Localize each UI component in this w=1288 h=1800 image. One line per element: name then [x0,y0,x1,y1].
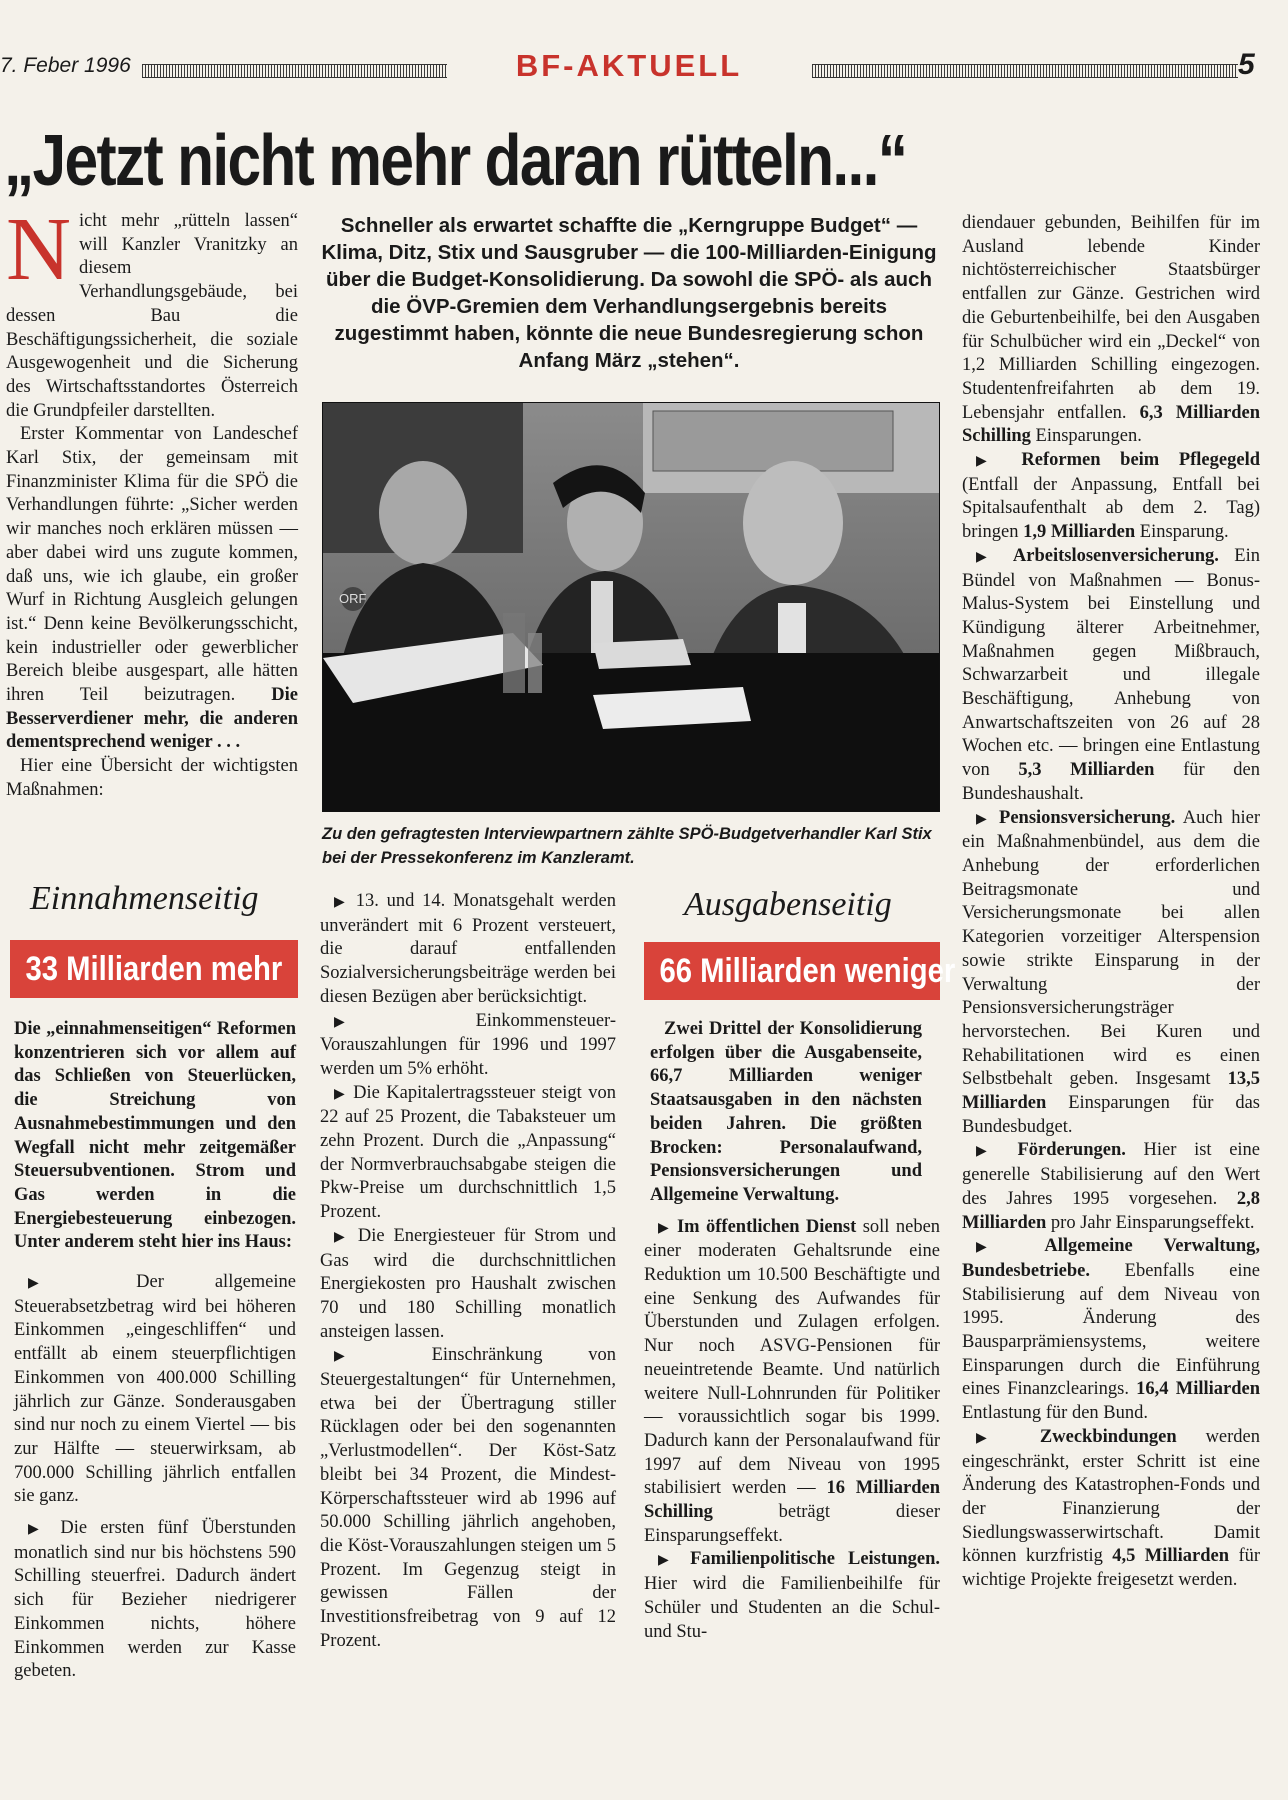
item-tail: Entlastung für den Bund. [962,1403,1149,1424]
column-2 [320,890,616,1654]
lead-text: Schneller als erwartet schaffte die „Kerngruppe Budget“ — Klima, Ditz, Stix und Sausgruber — die 100-Milliarden-Einigung über die Budget-Konsolidierung. Da sowohl die SPÖ- als auch die ÖVP-Gremien dem Verhandlungsergebnis bereits zugestimmt haben, könnte die neue Bundesregierung schon Anfang März „stehen“. [321,214,937,372]
issue-date: 7. Feber 1996 [0,54,131,77]
item-text: 13. und 14. Monatsgehalt werden unverändert mit 6 Prozent versteuert, die darauf entfallenden Sozialversicherungsbeiträge werden bei diesen Bezügen aber berücksichtigt. [320,891,616,1007]
item-text: Die Kapitalertragssteuer steigt von 22 auf 25 Prozent, die Tabaksteuer um zehn Prozent. Durch die „Anpassung“ der Normverbrauchsabgabe steigen die Pkw-Preise um durchschnittlich 1,5 Prozent. [320,1082,616,1223]
drop-cap: N [6,200,71,299]
einnahmen-lead: Die „einnahmenseitigen“ Reformen konzentrieren sich vor allem auf das Schließen von Steuerlücken, die Streichung von Ausnahmebestimmungen und den Wegfall nicht mehr zeitgemäßer Steuersubventionen. Strom und Gas werden in die Energiebesteuerung einbezogen. Unter anderem steht hier ins Haus: [14,1019,296,1253]
einnahmen-body [14,1018,296,1684]
paragraph [6,423,298,755]
item-tail: für den Bundeshaushalt. [962,760,1260,804]
item-bold: 5,3 Milliarden [1018,760,1155,781]
item-text: Die Energiesteuer für Strom und Gas wird die durchschnittlichen Energiekosten pro Haushalt zwischen 70 und 180 Schilling monatlich ansteigen lassen. [320,1225,616,1342]
item-bold: 16,4 Milliarden [1136,1379,1261,1400]
arrow-icon: ▶ [976,548,998,565]
mic-label: ORF [339,591,367,606]
item-bold: 16 Milliarden Schilling [644,1478,941,1523]
item-tail: pro Jahr Einsparungseffekt. [1050,1212,1255,1233]
list-item [320,1225,616,1345]
item-text: (Entfall der Anpassung, Entfall bei Spitalsaufenthalt ab dem 2. Tag) bringen [962,474,1260,543]
column-4 [962,212,1260,1593]
ausgaben-body [644,1018,940,1644]
item-text: Ebenfalls eine Stabilisierung auf dem Niveau von 1995. Änderung des Bausparprämiensystems, weitere Einsparungen durch die Einführung eines Finanzclearings. [962,1260,1260,1400]
item-text: Die ersten fünf Überstunden monatlich sind nur bis höchstens 590 Schilling steuerfrei. Dadurch ändert sich für Bezieher niedrigerer Einkommen nichts, höhere Einkommen werden zur Kasse gebeten. [14,1518,296,1682]
item-head: Förderungen. [1017,1140,1126,1161]
arrow-icon: ▶ [28,1521,48,1538]
arrow-icon: ▶ [334,894,348,910]
item-tail: beträgt dieser Einsparungseffekt. [644,1502,940,1546]
column-1 [6,200,298,803]
paragraph-bold: 6,3 Milliarden Schilling [962,402,1260,447]
item-text: Der allgemeine Steuerabsetzbetrag wird bei höheren Einkommen „eingeschliffen“ und entfällt ab einem steuerpflichtigen Einkommen von 400.000 Schilling jährlich zur Gänze. Sonderausgaben sind nur noch zu einem Viertel — bis zur Hälfte — steuerwirksam, ab 700.000 Schilling jährlich entfallen sie ganz. [14,1272,296,1507]
page-header [0,48,1288,90]
item-tail: Einsparungen für das Bundesbudget. [962,1093,1260,1137]
paragraph-tail: Einsparungen. [1035,426,1142,447]
paragraph-text: diendauer gebunden, Beihilfen für im Ausland lebende Kinder nichtösterreichischer Staatsbürger entfallen zur Gänze. Gestrichen wird die Geburtenbeihilfe, bei den Ausgaben für Schulbücher wird ein „Deckel“ von 1,2 Milliarden Schilling eingezogen. Studentenfreifahrten ab dem 19. Lebensjahr entfallen. [962,213,1260,423]
item-text: soll neben einer moderaten Gehaltsrunde eine Reduktion um 10.500 Beschäftigte und eine Senkung des Aufwandes für Überstunden und Zulagen erfolgen. Nur noch ASVG-Pensionen für neueintretende Beamte. Und natürlich weitere Null-Lohnrunden für Politiker — voraussichtlich sogar bis 1999. Dadurch kann der Personalaufwand für 1997 auf dem Niveau von 1995 stabilisiert werden — [644,1216,941,1499]
list-item [320,1344,616,1653]
item-head: Arbeitslosenversicherung. [1012,545,1219,566]
arrow-icon: ▶ [334,1013,408,1030]
header-rule-left [142,64,447,78]
intro-text: icht mehr „rütteln lassen“ will Kanzler Vranitzky an diesem Verhandlungsgebäude, bei dessen Bau die Beschäftigungssicherheit, die soziale Ausgewogenheit und die Sicherung des Wirtschaftsstandortes Österreich die Grundpfeiler darstellten. [6,211,298,421]
item-tail: für wichtige Projekte freigesetzt werden. [962,1546,1261,1591]
item-text: Hier ist eine generelle Stabilisierung auf den Wert des Jahres 1995 vorgesehen. [962,1140,1261,1209]
item-head: Pensionsversicherung. [999,807,1176,828]
item-bold: 13,5 Milliarden [962,1069,1260,1114]
page-number: 5 [1238,48,1255,81]
item-text: Einschränkung von Steuergestaltungen“ für Unternehmen, etwa bei der Übertragung stiller Rücklagen oder bei den sogenannten „Verlustmodellen“. Der Köst-Satz bleibt bei 34 Prozent, die Mindest-Körperschaftssteuer wird ab 1996 auf 50.000 Schilling jährlich angehoben, die Köst-Vorauszahlungen steigen um 5 Prozent. Im Gegenzug steigt in gewissen Fällen der Investitionsfreibetrag von 9 auf 12 Prozent. [320,1345,616,1651]
intro-paragraph [6,200,298,423]
list-item [962,1426,1260,1593]
arrow-icon: ▶ [334,1348,386,1365]
banner-text: 66 Milliarden weniger [659,952,956,990]
subhead-ausgaben: Ausgabenseitig [684,886,892,923]
list-item [644,1216,940,1549]
item-text: Auch hier ein Maßnahmenbündel, aus dem die Anhebung der erforderlichen Beitragsmonate und Versicherungsmonate bei allen Kategorien vorzeitiger Alterspension sowie strikte Einsparung in der Verwaltung der Pensionsversicherungsträger hervorstechen. Bei Kuren und Rehabilitationen wird es einen Selbstbehalt geben. Insgesamt [962,807,1260,1090]
paragraph-bold: Die Besserverdiener mehr, die anderen dementsprechend weniger . . . [6,685,298,753]
section-title: BF-AKTUELL [515,48,743,83]
header-rule-right [812,64,1238,78]
arrow-icon: ▶ [976,1429,1012,1446]
photo-illustration [323,403,939,811]
item-text: Ein Bündel von Maßnahmen — Bonus-Malus-System bei Einstellung und Kündigung älterer Arbeitnehmer, Maßnahmen gegen Mißbrauch, Schwarzarbeit und illegale Beschäftigung, Anhebung von Anwartschaftszeiten von 26 auf 28 Wochen etc. — bringen eine Entlastung von [962,545,1260,781]
list-item [962,545,1260,807]
arrow-icon: ▶ [658,1219,671,1236]
list-item [962,1235,1260,1426]
arrow-icon: ▶ [976,1239,1014,1256]
subhead-einnahmen: Einnahmenseitig [30,880,259,917]
list-item [962,1139,1260,1235]
item-bold: 1,9 Milliarden [1023,522,1136,543]
item-head: Reformen beim Pflegegeld [1021,450,1260,471]
arrow-icon: ▶ [658,1552,678,1569]
list-item [962,807,1260,1140]
arrow-icon: ▶ [334,1085,347,1102]
list-item [320,890,616,1010]
item-bold: 4,5 Milliarden [1112,1546,1230,1567]
item-head: Allgemeine Verwaltung, Bundesbetriebe. [962,1236,1260,1281]
list-item [320,1082,616,1225]
arrow-icon: ▶ [976,810,991,827]
banner-ausgaben [644,942,956,1000]
headline: „Jetzt nicht mehr daran rütteln...“ [4,121,907,201]
list-item [14,1517,296,1684]
list-item [14,1271,296,1509]
press-conference-photo [322,402,940,812]
item-text: werden eingeschränkt, erster Schritt ist eine Änderung des Katastrophen-Fonds und der Finanzierung der Siedlungswasserwirtschaft. Damit können kurzfristig [962,1426,1261,1567]
item-head: Zweckbindungen [1039,1426,1177,1447]
arrow-icon: ▶ [976,453,1002,470]
item-bold: 2,8 Milliarden [962,1188,1260,1233]
banner-text: 33 Milliarden mehr [25,950,283,988]
arrow-icon: ▶ [28,1275,86,1292]
item-text: Hier wird die Familienbeihilfe für Schüler und Studenten an die Schul- und Stu- [644,1574,940,1642]
item-head: Im öffentlichen Dienst [676,1216,857,1237]
paragraph [962,212,1260,449]
arrow-icon: ▶ [976,1143,1000,1160]
item-head: Familienpolitische Leistungen. [690,1549,940,1570]
item-tail: Einsparung. [1139,522,1229,543]
paragraph-text: Erster Kommentar von Landeschef Karl Stix, der gemeinsam mit Finanzminister Klima für die SPÖ die Verhandlungen führte: „Sicher werden wir manches noch erklären müssen — aber dabei wird uns zugute kommen, daß uns, wie ich glaube, ein großer Wurf in Richtung Ausgleich gelungen ist.“ Denn keine Bevölkerungsschicht, kein industrieller oder gewerblicher Bereich bleibe ausgespart, alle hätten ihren Teil beizutragen. [6,424,298,706]
ausgaben-lead: Zwei Drittel der Konsolidierung erfolgen über die Ausgabenseite, 66,7 Milliarden weniger Staatsausgaben in den nächsten beiden Jahren. Die größten Brocken: Personalaufwand, Pensionsversicherungen und Allgemeine Verwaltung. [650,1019,922,1205]
list-item [320,1010,616,1082]
banner-einnahmen [10,940,298,998]
list-item [644,1548,940,1644]
arrow-icon: ▶ [334,1228,350,1245]
paragraph: Hier eine Übersicht der wichtigsten Maßnahmen: [6,756,298,800]
item-text: Einkommensteuer-Vorauszahlungen für 1996 und 1997 werden um 5% erhöht. [320,1010,616,1079]
list-item [962,449,1260,545]
photo-caption: Zu den gefragtesten Interviewpartnern zählte SPÖ-Budgetverhandler Karl Stix bei der Pressekonferenz im Kanzleramt. [322,825,932,867]
